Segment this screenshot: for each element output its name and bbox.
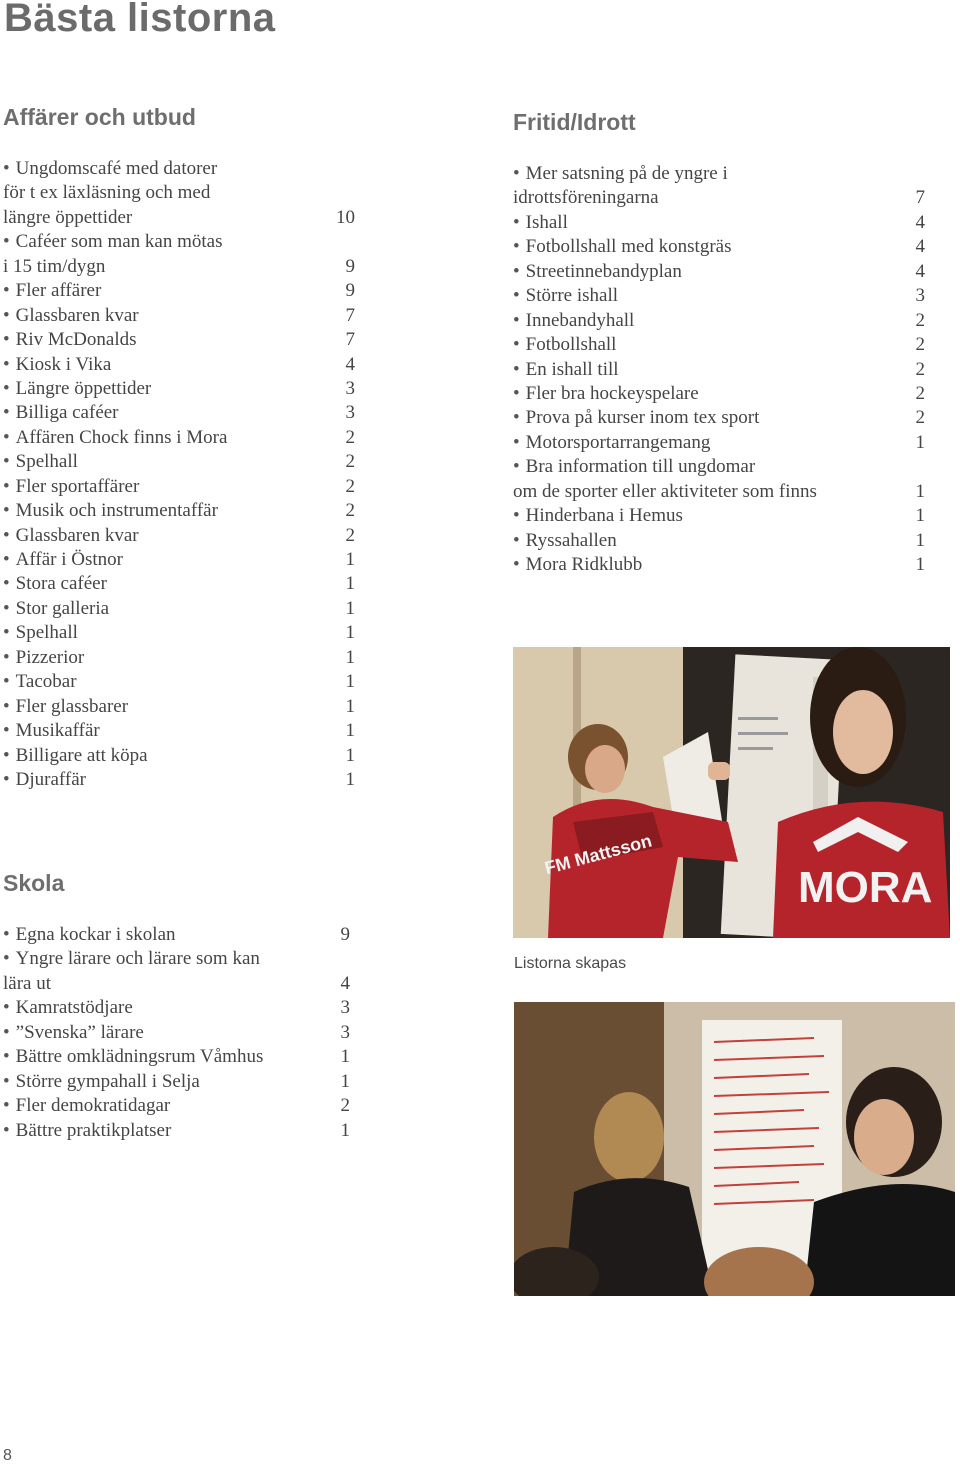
list-item-text: • Billigare att köpa <box>3 744 148 768</box>
list-item-text: i 15 tim/dygn <box>3 255 106 277</box>
list-item-text: • Bra information till ungdomar <box>513 455 755 479</box>
list-item <box>513 529 928 553</box>
list-item-text: • Hinderbana i Hemus <box>513 504 683 528</box>
list-item-count: 9 <box>345 255 355 277</box>
skola-list <box>3 923 358 1143</box>
list-item-text: • ”Svenska” lärare <box>3 1021 144 1045</box>
list-item <box>3 1070 358 1094</box>
list-item-count: 1 <box>340 1070 350 1092</box>
section-heading-fritid: Fritid/Idrott <box>513 109 636 135</box>
list-item-count: 1 <box>345 549 355 570</box>
list-item-count: 2 <box>345 500 355 522</box>
list-item-count: 4 <box>340 972 350 994</box>
list-item-count: 1 <box>345 622 355 644</box>
list-item-count: 1 <box>915 554 925 575</box>
list-item-text: • Fler demokratidagar <box>3 1094 170 1118</box>
list-item-text: • Fotbollshall med konstgräs <box>513 235 731 259</box>
list-item-count: 1 <box>915 529 925 551</box>
list-item <box>513 480 928 504</box>
list-item-count: 1 <box>345 768 355 790</box>
list-item <box>3 279 358 303</box>
list-item-count: 1 <box>345 744 355 766</box>
list-item-text: för t ex läxläsning och med <box>3 182 211 204</box>
page-number: 8 <box>3 1447 12 1464</box>
list-item-text: • Musikaffär <box>3 719 100 743</box>
list-item-text: • Ungdomscafé med datorer <box>3 157 217 181</box>
list-item <box>3 524 358 548</box>
list-item <box>3 695 358 719</box>
list-item-count: 9 <box>345 280 355 302</box>
list-item <box>513 235 928 259</box>
list-item <box>513 406 928 430</box>
list-item <box>513 455 928 479</box>
list-item <box>513 553 928 577</box>
photo-writing-lists <box>514 1002 955 1296</box>
list-item-text: • Affär i Östnor <box>3 548 123 572</box>
list-item <box>3 1094 358 1118</box>
list-item-count: 4 <box>915 211 925 233</box>
list-item-text: • Glassbaren kvar <box>3 304 139 328</box>
list-item-count: 4 <box>915 260 925 282</box>
list-item-count: 2 <box>345 451 355 473</box>
list-item <box>3 426 358 450</box>
list-item-text: • Bättre omklädningsrum Våmhus <box>3 1045 263 1069</box>
fritid-list <box>513 162 928 577</box>
list-item <box>3 923 358 947</box>
list-item <box>3 1021 358 1045</box>
list-item <box>3 181 358 205</box>
list-item-count: 2 <box>915 358 925 380</box>
list-item <box>513 284 928 308</box>
list-item <box>513 162 928 186</box>
list-item-count: 3 <box>340 1021 350 1043</box>
list-item-text: • Billiga caféer <box>3 401 119 425</box>
list-item-text: • Spelhall <box>3 621 78 645</box>
list-item <box>513 358 928 382</box>
list-item-count: 1 <box>340 1046 350 1068</box>
photo-caption: Listorna skapas <box>514 955 627 972</box>
list-item-text: • Längre öppettider <box>3 377 151 401</box>
list-item-count: 3 <box>915 285 925 307</box>
list-item-text: • Mer satsning på de yngre i <box>513 162 728 186</box>
list-item-count: 2 <box>345 475 355 497</box>
list-item <box>3 401 358 425</box>
list-item-count: 10 <box>336 206 355 228</box>
list-item-text: • Fotbollshall <box>513 333 616 357</box>
list-item <box>3 328 358 352</box>
list-item <box>3 768 358 792</box>
list-item-count: 1 <box>345 597 355 619</box>
list-item-text: • Ishall <box>513 211 568 235</box>
list-item <box>3 255 358 279</box>
list-item <box>513 504 928 528</box>
list-item-count: 1 <box>345 695 355 717</box>
list-item-count: 2 <box>345 426 355 448</box>
list-item-text: • Tacobar <box>3 670 77 694</box>
list-item <box>3 353 358 377</box>
list-item <box>3 1045 358 1069</box>
list-item-text: • Stora caféer <box>3 572 107 596</box>
list-item-text: • Streetinnebandyplan <box>513 260 682 284</box>
list-item-count: 3 <box>345 377 355 399</box>
list-item-count: 7 <box>345 329 355 351</box>
list-item <box>3 670 358 694</box>
list-item <box>3 996 358 1020</box>
list-item-text: • Mora Ridklubb <box>513 553 642 577</box>
section-heading-affarer: Affärer och utbud <box>3 104 196 130</box>
list-item <box>3 572 358 596</box>
list-item-text: • Fler glassbarer <box>3 695 128 719</box>
list-item-count: 1 <box>345 646 355 668</box>
list-item-text: • Ryssahallen <box>513 529 617 553</box>
list-item-text: • Glassbaren kvar <box>3 524 139 548</box>
list-item <box>3 646 358 670</box>
photo-flipchart-jerseys <box>513 647 950 938</box>
list-item-text: • Musik och instrumentaffär <box>3 499 218 523</box>
list-item-count: 2 <box>915 334 925 356</box>
list-item-text: • Prova på kurser inom tex sport <box>513 406 759 430</box>
list-item-text: • Innebandyhall <box>513 309 634 333</box>
list-item-text: idrottsföreningarna <box>513 187 659 209</box>
list-item <box>3 475 358 499</box>
list-item-text: • Fler sportaffärer <box>3 475 139 499</box>
section-heading-skola: Skola <box>3 870 65 896</box>
list-item-text: • Motorsportarrangemang <box>513 431 710 455</box>
list-item-count: 2 <box>345 524 355 546</box>
list-item-text: • Caféer som man kan mötas <box>3 230 223 254</box>
list-item-text: • Yngre lärare och lärare som kan <box>3 947 260 971</box>
list-item <box>3 304 358 328</box>
jersey-text-fm-mattsson: FM Mattsson <box>542 830 654 879</box>
list-item <box>3 499 358 523</box>
list-item-count: 4 <box>345 353 355 375</box>
list-item-text: lära ut <box>3 972 52 994</box>
affarer-list <box>3 157 358 792</box>
list-item-count: 2 <box>915 407 925 429</box>
list-item <box>513 333 928 357</box>
list-item-count: 7 <box>915 187 925 209</box>
list-item-text: • Riv McDonalds <box>3 328 137 352</box>
list-item-text: • Fler affärer <box>3 279 101 303</box>
list-item-count: 1 <box>915 505 925 527</box>
list-item <box>3 597 358 621</box>
list-item <box>3 157 358 181</box>
list-item-text: • Bättre praktikplatser <box>3 1119 171 1143</box>
list-item <box>3 206 358 230</box>
list-item-count: 1 <box>345 573 355 595</box>
list-item-text: • Affären Chock finns i Mora <box>3 426 227 450</box>
list-item <box>3 947 358 971</box>
list-item-count: 4 <box>915 236 925 258</box>
list-item-count: 1 <box>345 671 355 693</box>
list-item <box>3 1119 358 1143</box>
list-item-text: • Kamratstödjare <box>3 996 133 1020</box>
jersey-text-mora: MORA <box>798 863 933 912</box>
list-item-text: • Spelhall <box>3 450 78 474</box>
list-item-text: • Pizzerior <box>3 646 84 670</box>
list-item-text: • Egna kockar i skolan <box>3 923 176 947</box>
page-title: Bästa listorna <box>4 0 276 40</box>
list-item-count: 1 <box>915 431 925 453</box>
list-item-text: • Djuraffär <box>3 768 86 792</box>
list-item-text: • Fler bra hockeyspelare <box>513 382 699 406</box>
list-item <box>513 186 928 210</box>
list-item <box>3 744 358 768</box>
list-item-count: 7 <box>345 304 355 326</box>
list-item <box>3 377 358 401</box>
list-item-count: 3 <box>345 402 355 424</box>
list-item <box>3 450 358 474</box>
list-item <box>513 309 928 333</box>
list-item-count: 3 <box>340 997 350 1019</box>
list-item-count: 2 <box>340 1095 350 1117</box>
list-item-text: • Större gympahall i Selja <box>3 1070 200 1094</box>
list-item <box>513 260 928 284</box>
list-item <box>513 382 928 406</box>
list-item <box>513 211 928 235</box>
list-item-count: 9 <box>340 924 350 945</box>
list-item <box>513 431 928 455</box>
list-item <box>3 621 358 645</box>
list-item-text: • Större ishall <box>513 284 618 308</box>
list-item-text: • En ishall till <box>513 358 619 382</box>
list-item-text: • Stor galleria <box>3 597 109 621</box>
list-item <box>3 548 358 572</box>
list-item-count: 1 <box>345 720 355 742</box>
list-item-text: längre öppettider <box>3 206 133 228</box>
list-item-count: 2 <box>915 309 925 331</box>
list-item-text: om de sporter eller aktiviteter som finns <box>513 480 817 502</box>
list-item-count: 1 <box>915 480 925 502</box>
list-item-count: 1 <box>340 1119 350 1141</box>
list-item-count: 2 <box>915 382 925 404</box>
list-item <box>3 230 358 254</box>
list-item <box>3 972 358 996</box>
list-item-text: • Kiosk i Vika <box>3 353 111 377</box>
list-item <box>3 719 358 743</box>
